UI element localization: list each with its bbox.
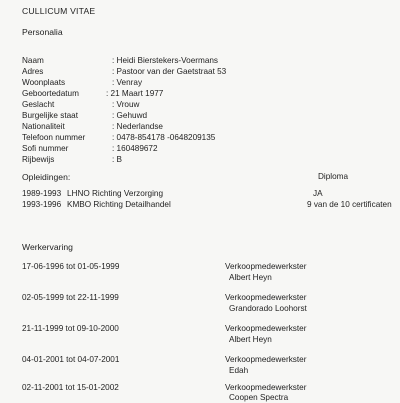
value-naam: : Heidi Bierstekers-Voermans <box>112 56 219 65</box>
label-geslacht: Geslacht <box>22 100 55 109</box>
value-woonplaats: : Venray <box>112 78 143 87</box>
job-function: Verkoopmedewerkster <box>225 355 307 364</box>
education-diploma: 9 van de 10 certificaten <box>307 200 392 209</box>
label-burgelijke-staat: Burgelijke staat <box>22 111 78 120</box>
job-dates: 21-11-1999 tot 09-10-2000 <box>22 324 119 333</box>
job-function: Verkoopmedewerkster <box>225 262 307 271</box>
job-dates: 02-11-2001 tot 15-01-2002 <box>22 383 119 392</box>
diploma-heading: Diploma <box>318 172 349 181</box>
label-rijbewijs: Rijbewijs <box>22 155 55 164</box>
job-dates: 02-05-1999 tot 22-11-1999 <box>22 293 119 302</box>
job-dates: 04-01-2001 tot 04-07-2001 <box>22 355 120 364</box>
education-desc: KMBO Richting Detailhandel <box>67 200 171 209</box>
job-employer: Albert Heyn <box>229 273 272 282</box>
job-function: Verkoopmedewerkster <box>225 293 307 302</box>
label-woonplaats: Woonplaats <box>22 78 66 87</box>
value-nationaliteit: : Nederlandse <box>112 122 163 131</box>
job-function: Verkoopmedewerkster <box>225 383 307 392</box>
value-rijbewijs: : B <box>112 155 123 164</box>
value-telefoon: : 0478-854178 -0648209135 <box>112 133 216 142</box>
label-nationaliteit: Nationaliteit <box>22 122 65 131</box>
job-employer: Coopen Spectra <box>229 393 289 402</box>
label-telefoon: Telefoon nummer <box>22 133 86 142</box>
education-desc: LHNO Richting Verzorging <box>67 189 164 198</box>
education-diploma: JA <box>313 189 323 198</box>
job-employer: Grandorado Loohorst <box>229 304 307 313</box>
document-title: CULLICUM VITAE <box>22 6 96 16</box>
opleidingen-heading: Opleidingen: <box>22 172 71 182</box>
value-geslacht: : Vrouw <box>112 100 140 109</box>
education-period: 1993-1996 <box>22 200 62 209</box>
job-dates: 17-06-1996 tot 01-05-1999 <box>22 262 120 271</box>
label-adres: Adres <box>22 67 44 76</box>
value-adres: : Pastoor van der Gaetstraat 53 <box>112 67 227 76</box>
job-function: Verkoopmedewerkster <box>225 324 307 333</box>
value-burgelijke-staat: : Gehuwd <box>112 111 148 120</box>
label-sofi: Sofi nummer <box>22 144 69 153</box>
label-naam: Naam <box>22 56 44 65</box>
value-geboortedatum: : 21 Maart 1977 <box>106 89 164 98</box>
werkervaring-heading: Werkervaring <box>22 242 73 252</box>
job-employer: Albert Heyn <box>229 335 272 344</box>
personalia-heading: Personalia <box>22 27 63 37</box>
job-employer: Edah <box>229 366 249 375</box>
value-sofi: : 160489672 <box>112 144 158 153</box>
education-period: 1989-1993 <box>22 189 62 198</box>
label-geboortedatum: Geboortedatum <box>22 89 79 98</box>
